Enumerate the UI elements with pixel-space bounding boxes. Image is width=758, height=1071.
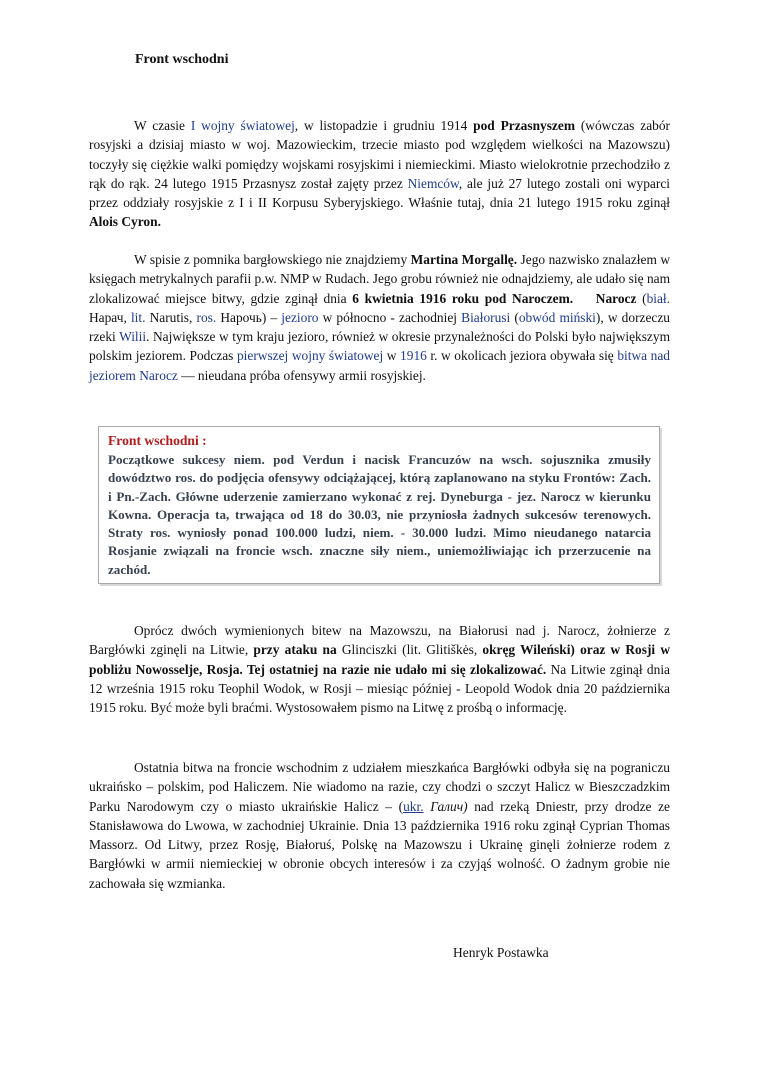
link-first-world-war-2[interactable]: pierwszej wojny światowej — [236, 348, 384, 364]
link-russian[interactable]: ros. — [196, 309, 217, 325]
link-wilia[interactable]: Wilii — [119, 329, 147, 345]
link-battle-narocz[interactable]: bitwa nad jeziorem Narocz — [89, 348, 671, 383]
paragraph-przasnysz: W czasie I wojny światowej, w listopadzie i grudniu 1914 pod Przasnyszem (wówczas zabór rosyjski a dzisiaj miasto w woj. Mazowieckim, trzecie miasto pod względem wielkości na Mazowszu) toczyły się ciężkie walki pomiędzy wojskami rosyjskimi i niemieckimi. Miasto wielokrotnie przechodziło z rąk do rąk. 24 lutego 1915 Przasnysz został zajęty przez Niemców, ale już 27 lutego zostali oni wyparci przez oddziały rosyjskie z I i II Korpusu Syberyjskiego. Właśnie tutaj, dnia 21 lutego 1915 roku zginął Alois Cyron. — [89, 118, 670, 230]
info-box-title: Front wschodni : — [108, 433, 207, 448]
paragraph-lithuania-russia: Oprócz dwóch wymienionych bitew na Mazowszu, na Białorusi nad j. Narocz, żołnierze z Bargłówki zginęli na Litwie, przy ataku na Glinciszki (lit. Glitiškės, okręg Wileński) oraz w Rosji w pobliżu Nowosselje, Rosja. Tej ostatniej na razie nie udało mi się zlokalizować. Na Litwie zginął dnia 12 września 1915 roku Teophil Wodok, w Rosji – miesiąc później - Leopold Wodok dnia 20 października 1915 roku. Być może byli braćmi. Wystosowałem pismo na Litwę z prośbą o informację. — [89, 623, 670, 716]
link-belarusian[interactable]: biał. — [646, 290, 671, 306]
link-minsk-region[interactable]: obwód miński — [518, 309, 596, 325]
paragraph-halicz: Ostatnia bitwa na froncie wschodnim z udziałem mieszkańca Bargłówki odbyła się na pograniczu ukraińsko – polskim, pod Haliczem. Nie wiadomo na razie, czy chodzi o szczyt Halicz w Bieszczadzkim Parku Narodowym czy o miasto ukraińskie Halicz – (ukr. Галич) nad rzeką Dniestr, przy drodze ze Stanisławowa do Lwowa, w zachodniej Ukrainie. Dnia 13 października 1916 roku zginął Cyprian Thomas Massorz. Od Litwy, przez Rosję, Białoruś, Polskę na Mazowszu i Ukrainę ginęli żołnierze rodem z Bargłówki w armii niemieckiej w obronie obcych interesów i za czyjąś wolność. O żadnym grobie nie zachowała się wzmianka. — [89, 760, 671, 891]
info-box-body: Początkowe sukcesy niem. pod Verdun i nacisk Francuzów na wsch. sojusznika zmusiły dowództwo ros. do podjęcia ofensywy odciążającej, którą zaplanowano na styku Frontów: Zach. i Pn.-Zach. Główne uderzenie zamierzano wykonać z rej. Dyneburga - jez. Narocz w kierunku Kowna. Operacja ta, trwająca od 18 do 30.03, nie przyniosła żadnych sukcesów terenowych. Straty ros. wyniosły ponad 100.000 ludzi, niem. - 30.000 ludzi. Mimo nieudanego natarcia Rosjanie związali na froncie wsch. znaczne siły niem., uniemożliwiając ich przerzucenie na zachód. — [108, 452, 651, 577]
page-title: Front wschodni — [135, 52, 229, 67]
link-year-1916[interactable]: 1916 — [400, 348, 427, 364]
paragraph-narocz: W spisie z pomnika bargłowskiego nie znajdziemy Martina Morgallę. Jego nazwisko znalazłem w księgach metrykalnych parafii p.w. NMP w Rudach. Jego grobu również nie odnajdziemy, ale udało się nam zlokalizować miejsce bitwy, gdzie zginął dnia 6 kwietnia 1916 roku pod Naroczem. Narocz (biał. Нарач, lit. Narutis, ros. Нарочь) – jezioro w północno - zachodniej Białorusi (obwód miński), w dorzeczu rzeki Wilii. Największe w tym kraju jezioro, również w okresie przynależności do Polski było największym polskim jeziorem. Podczas pierwszej wojny światowej w 1916 r. w okolicach jeziora obywała się bitwa nad jeziorem Narocz — nieudana próba ofensywy armii rosyjskiej. — [89, 252, 671, 383]
link-first-world-war[interactable]: I wojny światowej — [190, 118, 295, 133]
link-lithuanian[interactable]: lit. — [130, 309, 146, 325]
link-belarus[interactable]: Białorusi — [461, 309, 511, 325]
author-signature: Henryk Postawka — [453, 945, 549, 960]
link-ukrainian[interactable]: ukr. — [403, 798, 424, 814]
link-germans[interactable]: Niemców — [407, 175, 459, 191]
info-box-eastern-front — [98, 426, 660, 584]
link-lake[interactable]: jezioro — [281, 309, 319, 325]
